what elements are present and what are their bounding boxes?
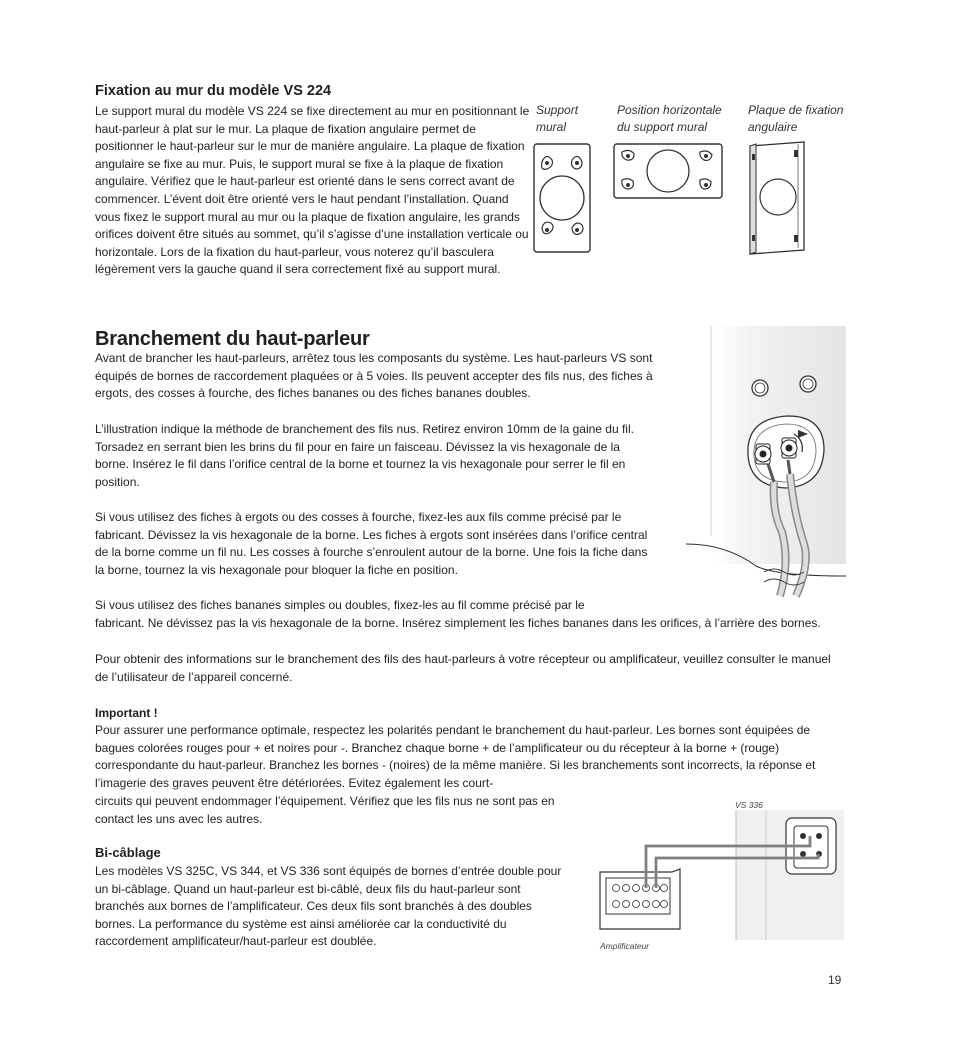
connection-heading: Branchement du haut-parleur [95,328,370,350]
wall-bracket-illustration [532,142,592,254]
wall-mount-body: Le support mural du modèle VS 224 se fixe directement au mur en positionnant le haut-parleur à plat sur le mur. La plaque de fixation angulaire permet de positionner le haut-parleur sur le mur de manière angulaire. La plaque de fixation angulaire se fixe au mur. Puis, le support mural se fixe à la plaque de fixation angulaire. Vérifiez que le haut-parleur est orienté dans le sens correct avant de commencer. L’évent doit être orienté vers le haut pendant l’installation. Quand vous fixez le support mural au mur ou la plaque de fixation angulaire, les grands orifices doivent être situés au sommet, qu’il s’agisse d’une installation verticale ou horizontale. Lors de la fixation du haut-parleur, vous noterez qu’il basculera légèrement vers la gauche quand il sera correctement fixé au support mural. [95,104,530,277]
connection-paragraph-4a: Si vous utilisez des fiches bananes simples ou doubles, fixez-les au fil comme précisé par le [95,598,585,612]
connection-paragraph-2: L’illustration indique la méthode de branchement des fils nus. Retirez environ 10mm de la gaine du fil. Torsadez en serrant bien les brins du fil pour en faire un faisceau. Dévissez la vis hexagonale de la borne. Insérez le fil dans l’orifice central de la borne et tournez la vis hexagonale pour serrer le fil en position. [95,422,634,489]
horizontal-bracket-illustration [612,142,724,200]
binding-post-illustration [686,326,846,596]
caption-horizontal-bracket: Position horizontale du support mural [617,103,722,134]
important-heading: Important ! [95,706,158,720]
caption-wall-bracket: Support mural [536,103,579,134]
biwiring-body: Les modèles VS 325C, VS 344, et VS 336 sont équipés de bornes d’entrée double pour un bi-câblage. Quand un haut-parleur est bi-câblé, deux fils du haut-parleur sont branchés aux bornes de l’amplificateur. Ces deux fils sont branchés à des doubles bornes. La performance du système est ainsi améliorée car la conductivité du raccordement amplificateur/haut-parleur est doublée. [95,864,562,949]
connection-paragraph-4b: fabricant. Ne dévissez pas la vis hexagonale de la borne. Insérez simplement les fiches bananes dans les orifices, à l’arrière des bornes. [95,616,821,630]
biwiring-diagram [598,810,844,942]
connection-paragraph-5: Pour obtenir des informations sur le branchement des fils des haut-parleurs à votre récepteur ou amplificateur, veuillez consulter le manuel de l’utilisateur de l’appareil concerné. [95,652,831,684]
connection-paragraph-3: Si vous utilisez des fiches à ergots ou des cosses à fourche, fixez-les aux fils comme précisé par le fabricant. Dévissez la vis hexagonale de la borne. Les fiches à ergots sont insérées dans l’orifice central de la borne comme un fil nu. Les cosses à fourche s’enroulent autour de la borne. Une fois la fiche dans la borne, tournez la vis hexagonale pour bloquer la fiche en position. [95,510,648,577]
important-body-end: circuits qui peuvent endommager l’équipement. Vérifiez que les fils nus ne sont pas en contact les uns avec les autres. [95,794,555,826]
angle-plate-illustration [746,140,808,256]
connection-paragraph-1: Avant de brancher les haut-parleurs, arrêtez tous les composants du système. Les haut-parleurs VS sont équipés de bornes de raccordement plaquées or à 5 voies. Ils peuvent accepter des fils nus, des fiches à ergots, des cosses à fourche, des fiches bananes ou des fiches bananes doubles. [95,351,653,401]
biwiring-heading: Bi-câblage [95,845,161,860]
wall-mount-heading: Fixation au mur du modèle VS 224 [95,83,332,99]
amplifier-label: Amplificateur [600,941,650,951]
speaker-model-label: VS 336 [735,800,763,810]
important-body: Pour assurer une performance optimale, respectez les polarités pendant le branchement du haut-parleur. Les bornes sont équipées de bagues colorées rouges pour + et noires pour -. Branchez chaque borne + de l’amplificateur ou du récepteur à la borne + (rouge) correspondante du haut-parleur. Branchez les bornes - (noires) de la même manière. Si les branchements sont incorrects, la réponse et l’imagerie des graves peuvent être détériorées. Evitez également les court- [95,723,816,790]
page-number: 19 [828,973,842,987]
caption-angle-plate: Plaque de fixation angulaire [748,103,844,134]
